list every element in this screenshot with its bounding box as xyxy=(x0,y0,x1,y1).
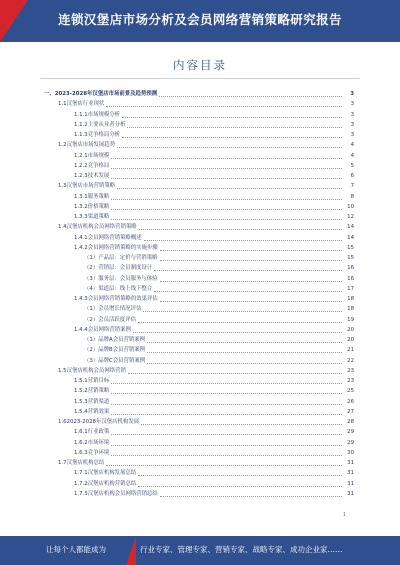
toc-entry-number: 1.6.1 xyxy=(74,429,88,436)
toc-entry-page: 23 xyxy=(347,367,354,374)
toc-entry-number: 1.2.1 xyxy=(74,152,88,159)
toc-entry-number: （3） xyxy=(84,357,99,364)
toc-entry[interactable] xyxy=(44,407,354,417)
toc-entry-text: 营销目标 xyxy=(87,378,110,384)
toc-entry[interactable] xyxy=(44,233,354,243)
toc-entry[interactable] xyxy=(44,120,354,130)
toc-entry-page: 8 xyxy=(350,193,354,200)
toc-entry-page: 19 xyxy=(347,316,354,323)
toc-entry-text: 汉堡店机构会员网络营销 xyxy=(66,367,126,374)
toc-leader-dots xyxy=(160,491,342,497)
toc-entry[interactable] xyxy=(44,202,354,212)
toc-entry[interactable] xyxy=(44,89,354,99)
toc-entry-text: 汉堡店行业现状 xyxy=(66,101,105,108)
toc-entry-page: 7 xyxy=(350,183,354,190)
toc-entry-text: 服务策略 xyxy=(87,193,110,200)
toc-entry-text: 渠道层：线上线下整合 xyxy=(98,285,153,292)
toc-entry-text: 市场规模 xyxy=(87,152,110,159)
toc-entry-text: 市场规模分析 xyxy=(87,111,121,118)
toc-leader-dots xyxy=(111,440,342,446)
toc-entry-number: 1.7.3 xyxy=(74,490,88,497)
toc-leader-dots xyxy=(111,399,342,405)
toc-entry-text: 汉堡店市场发展趋势 xyxy=(66,142,116,149)
toc-entry-number: 1.6.2 xyxy=(74,439,88,446)
toc-entry-number: （1） xyxy=(84,306,99,313)
toc-entry-number: （1） xyxy=(84,337,99,343)
toc-entry-number: （2） xyxy=(84,265,99,272)
toc-entry-page: 17 xyxy=(347,285,354,292)
toc-entry-page: 15 xyxy=(347,244,354,251)
toc-entry-page: 10 xyxy=(347,203,354,210)
toc-entry-page: 5 xyxy=(350,162,354,169)
toc-entry[interactable] xyxy=(44,171,354,181)
toc-entry-text: 会员网络营销策略的实施步骤 xyxy=(87,244,158,251)
toc-entry[interactable] xyxy=(44,284,354,294)
toc-leader-dots xyxy=(154,265,342,271)
toc-entry-page: 21 xyxy=(347,347,354,354)
toc-entry-number: 1.4.3 xyxy=(74,296,88,302)
toc-entry-number: 1.3 xyxy=(58,183,67,190)
toc-entry[interactable] xyxy=(44,325,354,335)
toc-entry[interactable] xyxy=(44,427,354,437)
toc-entry-text: 会员活跃度评估 xyxy=(98,316,136,323)
toc-entry-text: 汉堡店市场营销策略 xyxy=(66,183,116,190)
toc-entry-page: 31 xyxy=(347,480,354,487)
toc-entry-number: 1.2 xyxy=(58,142,67,149)
toc-entry-page: 3 xyxy=(350,121,354,128)
toc-entry-number: 一、 xyxy=(44,91,55,97)
toc-entry-page: 27 xyxy=(347,408,354,415)
toc-entry-number: （3） xyxy=(84,275,99,282)
toc-entry-number: 1.4 xyxy=(58,224,67,231)
toc-leader-dots xyxy=(138,481,342,487)
toc-entry-number: 1.1.2 xyxy=(74,121,88,128)
toc-leader-dots xyxy=(127,122,342,128)
toc-entry-page: 20 xyxy=(347,326,354,333)
toc-leader-dots xyxy=(117,142,342,148)
toc-entry[interactable] xyxy=(44,356,354,366)
toc-entry-text: 营销策略 xyxy=(87,388,110,395)
toc-entry-number: （2） xyxy=(84,316,99,323)
toc-leader-dots xyxy=(160,255,342,261)
toc-entry-text: 行业政策 xyxy=(87,429,110,436)
toc-leader-dots xyxy=(138,470,342,476)
report-title: 连锁汉堡店市场分析及会员网络营销策略研究报告 xyxy=(58,12,342,27)
toc-entry-text: 竞争格局分析 xyxy=(87,132,121,138)
toc-entry-page: 29 xyxy=(347,429,354,436)
toc-leader-dots xyxy=(154,286,342,292)
toc-entry-page: 12 xyxy=(347,214,354,220)
toc-entry-text: 汉堡店机构营销总结 xyxy=(87,480,137,487)
toc-leader-dots xyxy=(147,358,342,364)
toc-leader-dots xyxy=(111,450,342,456)
toc-entry[interactable] xyxy=(44,181,354,191)
toc-entry-number: 1.4.4 xyxy=(74,326,88,333)
toc-entry[interactable] xyxy=(44,140,354,150)
toc-entry[interactable] xyxy=(44,243,354,253)
toc-entry[interactable] xyxy=(44,192,354,202)
toc-entry-number: 1.1.1 xyxy=(74,111,88,118)
toc-leader-dots xyxy=(138,317,342,323)
toc-entry-page: 14 xyxy=(347,224,354,231)
toc-entry-number: 1.5.2 xyxy=(74,388,88,395)
toc-entry-number: 1.6 xyxy=(58,419,67,425)
toc-entry-number: 1.4.1 xyxy=(74,234,88,241)
toc-entry-page: 20 xyxy=(347,337,354,343)
toc-entry-page: 28 xyxy=(347,419,354,425)
toc-entry-text: 汉堡店机构会员网络营销策略 xyxy=(66,224,137,231)
toc-entry-page: 4 xyxy=(350,152,354,159)
page-number: 1 xyxy=(343,512,347,518)
footer-slogan-left: 让每个人都能成为 xyxy=(46,545,106,554)
toc-entry-page: 3 xyxy=(350,91,354,97)
toc-entry[interactable] xyxy=(44,376,354,386)
toc-entry-number: 1.7.2 xyxy=(74,480,88,487)
toc-entry-text: 品牌B会员营销案例 xyxy=(98,347,146,354)
toc-leader-dots xyxy=(160,296,342,302)
toc-entry-page: 18 xyxy=(347,296,354,302)
toc-entry[interactable] xyxy=(44,315,354,325)
toc-leader-dots xyxy=(111,388,342,394)
toc-leader-dots xyxy=(111,194,342,200)
heading-divider xyxy=(40,78,360,79)
toc-entry[interactable] xyxy=(44,448,354,458)
toc-entry[interactable] xyxy=(44,345,354,355)
toc-entry-page: 31 xyxy=(347,470,354,477)
table-of-contents xyxy=(44,89,354,499)
toc-leader-dots xyxy=(128,368,342,374)
toc-entry-page: 16 xyxy=(347,265,354,272)
toc-leader-dots xyxy=(160,245,342,251)
toc-entry-text: 2023-2028年汉堡店市场前景及趋势预测 xyxy=(54,91,158,97)
toc-entry-page: 30 xyxy=(347,449,354,456)
toc-entry[interactable] xyxy=(44,212,354,222)
toc-leader-dots xyxy=(111,409,342,415)
toc-entry-text: 2023-2028年汉堡店机构发展 xyxy=(66,419,140,425)
toc-entry-number: 1.5.3 xyxy=(74,398,88,405)
toc-entry-number: 1.7.1 xyxy=(74,470,88,477)
toc-entry-text: 品牌C会员营销案例 xyxy=(98,357,146,364)
toc-entry-page: 31 xyxy=(347,490,354,497)
toc-leader-dots xyxy=(147,337,342,343)
toc-leader-dots xyxy=(111,153,342,159)
toc-leader-dots xyxy=(139,224,342,230)
toc-leader-dots xyxy=(117,183,342,189)
toc-entry-text: 会员增长情况评估 xyxy=(98,306,142,313)
toc-entry-number: （2） xyxy=(84,347,99,354)
toc-leader-dots xyxy=(159,91,342,97)
toc-entry-number: 1.1 xyxy=(58,101,67,108)
toc-entry-text: 会员网络营销策略的效果评估 xyxy=(87,296,158,302)
toc-entry-page: 31 xyxy=(347,460,354,466)
toc-entry-text: 汉堡店机构会员网络营销总结 xyxy=(87,490,158,497)
toc-entry-number: （1） xyxy=(84,255,99,261)
footer-accent-triangle xyxy=(126,536,136,565)
toc-entry[interactable] xyxy=(44,130,354,140)
toc-entry[interactable] xyxy=(44,386,354,396)
toc-entry-number: 1.4.2 xyxy=(74,244,88,251)
footer-slogan-right: 行业专家、管理专家、营销专家、战略专家、成功企业家…… xyxy=(140,545,343,554)
toc-entry[interactable] xyxy=(44,417,354,427)
toc-entry[interactable] xyxy=(44,479,354,489)
toc-entry-page: 6 xyxy=(350,173,354,179)
toc-leader-dots xyxy=(106,101,342,107)
toc-entry[interactable] xyxy=(44,99,354,109)
toc-entry[interactable] xyxy=(44,335,354,345)
toc-entry-number: 1.3.3 xyxy=(74,214,88,220)
toc-leader-dots xyxy=(111,378,342,384)
toc-entry-number: 1.7 xyxy=(58,460,67,466)
toc-leader-dots xyxy=(147,347,342,353)
toc-entry-page: 15 xyxy=(347,255,354,261)
toc-entry[interactable] xyxy=(44,110,354,120)
toc-entry[interactable] xyxy=(44,222,354,232)
toc-entry-number: 1.6.3 xyxy=(74,449,88,456)
toc-entry-page: 26 xyxy=(347,398,354,405)
toc-entry-text: 竞争格局 xyxy=(87,162,110,169)
toc-entry-text: 价格策略 xyxy=(87,203,110,210)
toc-entry[interactable] xyxy=(44,397,354,407)
toc-entry-text: 服务层：会员服务与体验 xyxy=(98,275,158,282)
toc-leader-dots xyxy=(160,276,342,282)
toc-leader-dots xyxy=(144,235,342,241)
toc-entry-page: 25 xyxy=(347,388,354,395)
toc-entry[interactable] xyxy=(44,294,354,304)
toc-entry-page: 22 xyxy=(347,357,354,364)
toc-entry-text: 产品层：定价与营销策略 xyxy=(98,255,158,261)
toc-entry-page: 23 xyxy=(347,378,354,384)
toc-entry-number: 1.5 xyxy=(58,367,67,374)
toc-entry-page: 3 xyxy=(350,111,354,118)
toc-entry[interactable] xyxy=(44,458,354,468)
toc-entry-number: 1.2.3 xyxy=(74,173,88,179)
toc-entry-number: 1.2.2 xyxy=(74,162,88,169)
toc-entry-text: 营销渠道 xyxy=(87,398,110,405)
toc-entry-number: 1.5.1 xyxy=(74,378,88,384)
toc-leader-dots xyxy=(122,112,342,118)
toc-entry-text: 汉堡店机构总结 xyxy=(66,460,105,466)
toc-entry[interactable] xyxy=(44,161,354,171)
toc-entry[interactable] xyxy=(44,151,354,161)
toc-entry[interactable] xyxy=(44,438,354,448)
toc-entry[interactable] xyxy=(44,304,354,314)
toc-entry-text: 技术发展 xyxy=(87,173,110,179)
toc-entry-text: 主要从业者分析 xyxy=(87,121,126,128)
toc-entry[interactable] xyxy=(44,263,354,273)
toc-entry-number: （4） xyxy=(84,285,99,292)
toc-entry-text: 渠道策略 xyxy=(87,214,110,220)
toc-entry-page: 3 xyxy=(350,101,354,108)
toc-entry[interactable] xyxy=(44,366,354,376)
toc-entry-page: 4 xyxy=(350,142,354,149)
toc-leader-dots xyxy=(143,306,342,312)
toc-leader-dots xyxy=(111,173,342,179)
toc-leader-dots xyxy=(141,419,342,425)
toc-leader-dots xyxy=(111,214,342,220)
toc-entry[interactable] xyxy=(44,253,354,263)
toc-entry-text: 会员网络营销案例 xyxy=(87,326,131,333)
toc-entry-text: 市场环境 xyxy=(87,439,110,446)
toc-entry-text: 汉堡店机构发展总结 xyxy=(87,470,137,477)
toc-heading: 内容目录 xyxy=(173,58,227,72)
toc-entry-text: 竞争环境 xyxy=(87,449,110,456)
toc-entry-page: 3 xyxy=(350,132,354,138)
toc-entry-text: 品牌A会员营销案例 xyxy=(98,337,146,343)
toc-entry-number: 1.1.3 xyxy=(74,132,88,138)
toc-entry-page: 29 xyxy=(347,439,354,446)
toc-entry-number: 1.5.4 xyxy=(74,408,88,415)
toc-entry-page: 14 xyxy=(347,234,354,241)
toc-entry[interactable] xyxy=(44,468,354,478)
toc-entry-page: 16 xyxy=(347,275,354,282)
toc-entry-text: 会员网络营销策略概述 xyxy=(87,234,142,241)
toc-leader-dots xyxy=(111,204,342,210)
toc-entry-text: 营销层：会员制度设计 xyxy=(98,265,153,272)
toc-entry-number: 1.3.1 xyxy=(74,193,88,200)
toc-entry-text: 营销效果 xyxy=(87,408,110,415)
toc-leader-dots xyxy=(111,163,342,169)
toc-entry[interactable] xyxy=(44,489,354,499)
toc-entry[interactable] xyxy=(44,274,354,284)
toc-leader-dots xyxy=(106,460,342,466)
toc-leader-dots xyxy=(122,132,342,138)
toc-leader-dots xyxy=(133,327,342,333)
toc-entry-page: 18 xyxy=(347,306,354,313)
toc-entry-number: 1.3.2 xyxy=(74,203,88,210)
toc-leader-dots xyxy=(111,429,342,435)
